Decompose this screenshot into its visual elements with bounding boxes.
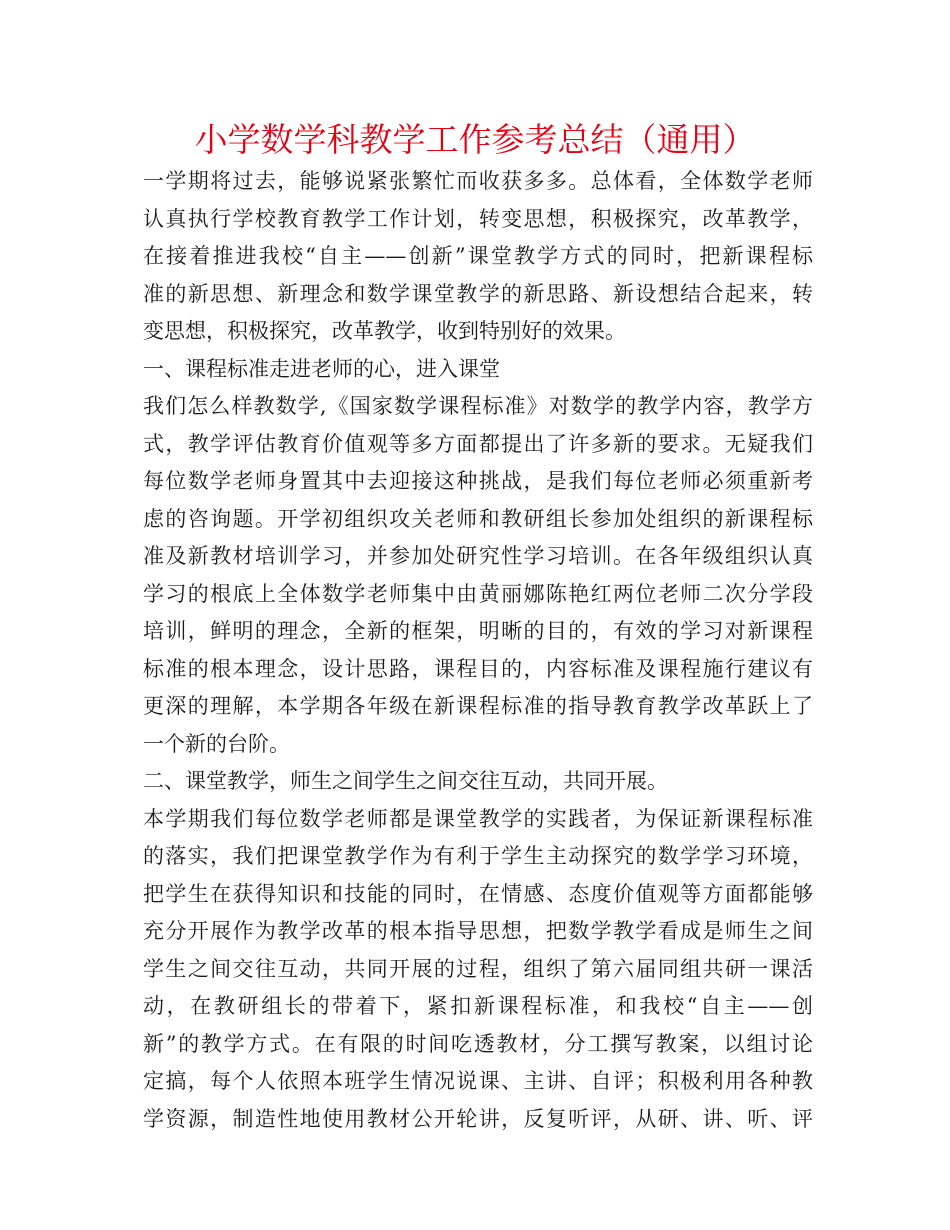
page-title: 小学数学科教学工作参考总结（通用）: [194, 120, 756, 159]
text-line: 的落实，我们把课堂教学作为有利于学生主动探究的数学学习环境，: [143, 844, 813, 868]
text-line: 准的新思想、新理念和数学课堂教学的新思路、新设想结合起来，转: [143, 281, 813, 306]
text-line: 虑的咨询题。开学初组织攻关老师和教研组长参加处组织的新课程标: [143, 506, 813, 531]
text-line: 标准的根本理念，设计思路，课程目的，内容标准及课程施行建议有: [143, 656, 813, 681]
text-line: 学资源，制造性地使用教材公开轮讲，反复听评，从研、讲、听、评: [143, 1106, 813, 1131]
text-line: 每位数学老师身置其中去迎接这种挑战，是我们每位老师必须重新考: [143, 469, 813, 493]
text-line: 在接着推进我校“自主——创新”课堂教学方式的同时，把新课程标: [143, 244, 813, 268]
text-line: 更深的理解，本学期各年级在新课程标准的指导教育教学改革跃上了: [143, 694, 813, 718]
text-line: 动，在教研组长的带着下，紧扣新课程标准，和我校“自主——创: [143, 994, 813, 1018]
document-body: [143, 163, 813, 1138]
text-line: 二、课堂教学，师生之间学生之间交往互动，共同开展。: [143, 769, 668, 793]
text-line: 一学期将过去，能够说紧张繁忙而收获多多。总体看，全体数学老师: [143, 169, 813, 193]
text-line: 新”的教学方式。在有限的时间吃透教材，分工撰写教案，以组讨论: [143, 1031, 813, 1056]
text-line: 变思想，积极探究，改革教学，收到特别好的效果。: [143, 319, 626, 343]
text-line: 本学期我们每位数学老师都是课堂教学的实践者，为保证新课程标准: [143, 806, 813, 831]
text-line: 认真执行学校教育教学工作计划，转变思想，积极探究，改革教学，: [143, 206, 813, 231]
text-line: 学生之间交往互动，共同开展的过程，组织了第六届同组共研一课活: [143, 956, 813, 981]
text-line: 准及新教材培训学习，并参加处研究性学习培训。在各年级组织认真: [143, 544, 813, 568]
text-line: 培训，鲜明的理念，全新的框架，明晰的目的，有效的学习对新课程: [143, 619, 813, 643]
text-line: 定搞，每个人依照本班学生情况说课、主讲、自评；积极利用各种教: [143, 1069, 813, 1093]
text-line: 我们怎么样教数学,《国家数学课程标准》对数学的教学内容，教学方: [143, 394, 813, 418]
text-line: 把学生在获得知识和技能的同时，在情感、态度价值观等方面都能够: [143, 881, 813, 906]
text-line: 充分开展作为教学改革的根本指导思想，把数学教学看成是师生之间: [143, 919, 813, 943]
text-line: 学习的根底上全体数学老师集中由黄丽娜陈艳红两位老师二次分学段: [143, 581, 813, 606]
text-line: 式，教学评估教育价值观等多方面都提出了许多新的要求。无疑我们: [143, 431, 813, 456]
text-line: 一、课程标准走进老师的心，进入课堂: [143, 356, 500, 381]
text-line: 一个新的台阶。: [143, 731, 290, 756]
